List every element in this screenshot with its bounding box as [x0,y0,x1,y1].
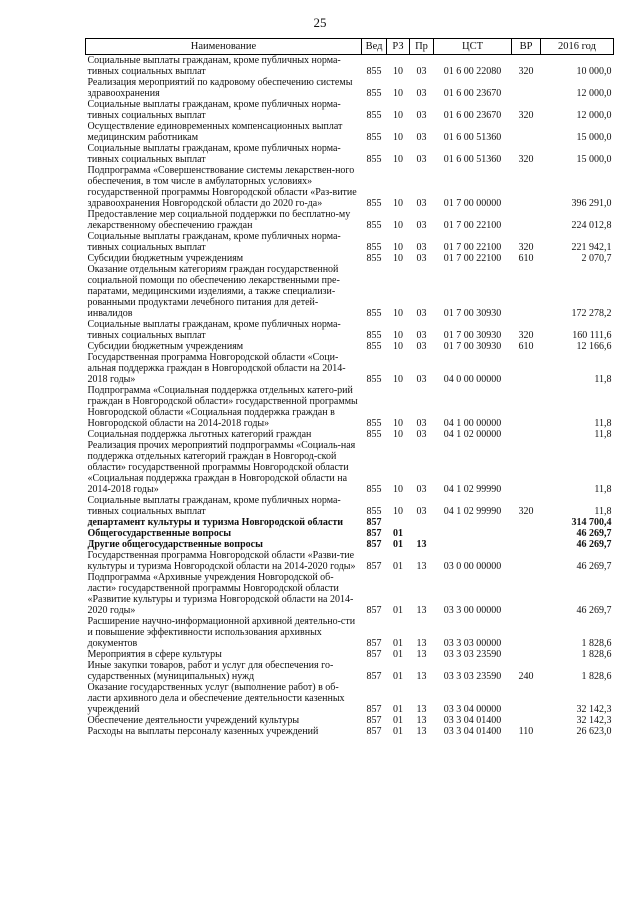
table-row [86,429,614,440]
row-ved: 855 [366,154,382,165]
row-cst: 03 3 04 01400 [443,726,502,737]
row-cst: 03 3 04 01400 [443,715,502,726]
row-rz: 10 [393,506,403,517]
row-pr: 03 [416,242,427,253]
row-name: Социальные выплаты гражданам, кроме публичных норма-тивных социальных выплат [87,495,341,517]
row-vr [512,264,541,319]
row-name: Социальная поддержка льготных категорий граждан [87,429,312,440]
row-rz: 10 [393,484,403,495]
row-vr: 110 [518,726,534,737]
row-vr [512,429,541,440]
row-name: Расходы на выплаты персоналу казенных учреждений [87,726,319,737]
table-row [86,319,614,341]
row-amount: 1 828,6 [581,649,612,660]
row-amount: 46 269,7 [576,561,612,572]
row-rz: 10 [393,418,403,429]
row-vr [512,77,541,99]
row-rz: 01 [393,704,403,715]
budget-table [85,38,614,737]
row-name: Предоставление мер социальной поддержки по бесплатно-му лекарственному обеспечению граждан [87,209,351,231]
row-rz: 01 [393,539,403,550]
row-vr [512,352,541,385]
row-name: Обеспечение деятельности учреждений культуры [87,715,300,726]
row-name: Государственная программа Новгородской области «Соци-альная поддержка граждан в Новгородской области на 2014-2018 годы» [87,352,346,385]
row-vr [512,165,541,209]
row-amount: 46 269,7 [576,539,612,550]
row-rz: 10 [393,132,403,143]
row-cst: 03 0 00 00000 [443,561,502,572]
row-pr: 03 [416,484,427,495]
row-pr: 03 [416,374,427,385]
row-pr: 03 [416,220,427,231]
row-ved: 855 [366,220,382,231]
row-rz: 10 [393,110,403,121]
table-row [86,231,614,253]
row-amount: 172 278,2 [571,308,612,319]
row-ved: 855 [366,242,382,253]
row-amount: 396 291,0 [571,198,612,209]
row-vr [512,440,541,495]
row-cst: 01 7 00 22100 [443,242,502,253]
table-row [86,649,614,660]
table-row [86,99,614,121]
row-rz: 10 [393,330,403,341]
row-pr: 03 [416,506,427,517]
table-row [86,55,614,78]
row-vr [512,616,541,649]
row-ved: 857 [366,528,382,539]
row-amount: 15 000,0 [576,154,612,165]
row-ved: 855 [366,330,382,341]
row-name: Оказание государственных услуг (выполнение работ) в об-ласти архивного дела и обеспечение деятельности казенных учреждений [87,682,345,715]
row-name: Субсидии бюджетным учреждениям [87,253,244,264]
row-ved: 855 [366,506,382,517]
row-name: Оказание отдельным категориям граждан государственной социальной помощи по обеспечению лекарственными пре-паратами, медицинскими изделиями, а также специализи-рованными продуктами лечебного питания для детей-инвалидов [87,264,340,319]
row-rz: 10 [393,66,403,77]
row-pr: 03 [416,341,427,352]
row-pr: 13 [416,539,427,550]
row-vr: 610 [518,341,534,352]
table-row [86,121,614,143]
table-row [86,616,614,649]
row-rz: 10 [393,198,403,209]
row-vr: 320 [518,66,534,77]
row-amount: 11,8 [594,418,612,429]
row-pr: 03 [416,88,427,99]
row-rz: 01 [393,715,403,726]
row-cst: 01 6 00 22080 [443,66,502,77]
row-ved: 855 [366,418,382,429]
table-row [86,253,614,264]
row-name: Иные закупки товаров, работ и услуг для обеспечения го-сударственных (муниципальных) нужд [87,660,334,682]
row-amount: 12 000,0 [576,110,612,121]
table-row [86,77,614,99]
row-cst: 03 3 03 00000 [443,638,502,649]
row-name: Субсидии бюджетным учреждениям [87,341,244,352]
row-cst: 04 1 02 00000 [443,429,502,440]
row-amount: 11,8 [594,374,612,385]
row-amount: 2 070,7 [581,253,612,264]
row-pr: 03 [416,132,427,143]
row-vr [512,528,541,539]
row-rz: 01 [393,561,403,572]
row-name: Реализация мероприятий по кадровому обеспечению системы здравоохранения [87,77,353,99]
row-cst: 04 1 02 99990 [443,484,502,495]
row-pr: 03 [416,418,427,429]
table-row [86,264,614,319]
row-ved: 855 [366,88,382,99]
row-cst: 01 6 00 23670 [443,110,502,121]
row-vr [512,550,541,572]
row-ved: 855 [366,198,382,209]
row-vr [512,572,541,616]
row-name: Социальные выплаты гражданам, кроме публичных норма-тивных социальных выплат [87,99,341,121]
row-ved: 857 [366,539,382,550]
table-row [86,209,614,231]
row-cst: 01 6 00 51360 [443,154,502,165]
table-row [86,165,614,209]
header-cst: ЦСТ [434,39,512,55]
row-ved: 857 [366,649,382,660]
row-pr: 13 [416,605,427,616]
row-cst: 04 1 00 00000 [443,418,502,429]
row-name: Социальные выплаты гражданам, кроме публичных норма-тивных социальных выплат [87,231,341,253]
table-row [86,143,614,165]
row-ved: 855 [366,110,382,121]
table-row [86,550,614,572]
row-vr: 320 [518,330,534,341]
row-name: Подпрограмма «Архивные учреждения Новгородской об-ласти» государственной программы Новгородской области «Развитие культуры и туризма Новгородской области на 2014-2020 годы» [87,572,354,616]
row-amount: 11,8 [594,506,612,517]
row-ved: 855 [366,429,382,440]
row-vr: 320 [518,154,534,165]
row-amount: 32 142,3 [576,715,612,726]
row-cst [434,517,512,528]
row-ved: 855 [366,66,382,77]
header-year: 2016 год [541,39,614,55]
row-name: Общегосударственные вопросы [87,528,232,539]
row-rz: 01 [393,649,403,660]
table-row [86,539,614,550]
row-rz [387,517,410,528]
row-rz: 01 [393,671,403,682]
row-rz: 10 [393,308,403,319]
header-ved: Вед [362,39,387,55]
table-row [86,572,614,616]
row-cst: 01 7 00 22100 [443,253,502,264]
row-vr: 320 [518,110,534,121]
row-vr [512,682,541,715]
row-rz: 10 [393,341,403,352]
row-amount: 224 012,8 [571,220,612,231]
row-vr [512,539,541,550]
row-rz: 10 [393,220,403,231]
table-row [86,682,614,715]
row-pr: 03 [416,66,427,77]
row-name: Подпрограмма «Совершенствование системы лекарствен-ного обеспечения, в том числе в амбулаторных условиях» государственной программы Новгородской области «Раз-витие здравоохранения Новгородской области до 2020 го-да» [87,165,357,209]
row-vr [512,385,541,429]
row-amount: 160 111,6 [572,330,612,341]
row-name: Осуществление единовременных компенсационных выплат медицинским работникам [87,121,343,143]
row-amount: 1 828,6 [581,671,612,682]
row-amount: 221 942,1 [571,242,612,253]
row-cst [434,539,512,550]
row-amount: 10 000,0 [576,66,612,77]
row-amount: 26 623,0 [576,726,612,737]
row-ved: 855 [366,132,382,143]
row-name: Социальные выплаты гражданам, кроме публичных норма-тивных социальных выплат [87,55,341,77]
row-amount: 46 269,7 [576,528,612,539]
row-pr [410,528,434,539]
row-pr: 13 [416,561,427,572]
row-vr: 240 [518,671,534,682]
row-rz: 10 [393,154,403,165]
row-rz: 01 [393,528,403,539]
row-cst: 01 6 00 23670 [443,88,502,99]
header-name: Наименование [86,39,362,55]
row-pr: 03 [416,198,427,209]
row-name: Расширение научно-информационной архивной деятельно-сти и повышение эффективности использования архивных документов [87,616,356,649]
table-row [86,726,614,737]
page-number: 25 [313,15,327,30]
row-rz: 10 [393,253,403,264]
row-cst: 03 3 03 23590 [443,671,502,682]
row-amount: 12 000,0 [576,88,612,99]
table-row [86,528,614,539]
row-vr [512,209,541,231]
row-amount: 32 142,3 [576,704,612,715]
row-rz: 10 [393,429,403,440]
row-pr: 13 [416,704,427,715]
row-ved: 857 [366,704,382,715]
row-pr: 13 [416,726,427,737]
table-row [86,341,614,352]
row-pr: 13 [416,715,427,726]
row-pr: 03 [416,110,427,121]
row-vr [512,517,541,528]
row-amount: 314 700,4 [571,517,612,528]
row-vr [512,715,541,726]
row-vr [512,649,541,660]
row-rz: 01 [393,605,403,616]
row-rz: 10 [393,242,403,253]
row-rz: 01 [393,726,403,737]
row-name: Государственная программа Новгородской области «Разви-тие культуры и туризма Новгородской области на 2014-2020 годы» [87,550,356,572]
row-ved: 857 [366,517,382,528]
row-cst: 01 7 00 30930 [443,330,502,341]
row-cst: 03 3 04 00000 [443,704,502,715]
row-cst: 01 7 00 00000 [443,198,502,209]
row-name: Другие общегосударственные вопросы [87,539,263,550]
row-pr: 03 [416,253,427,264]
row-rz: 10 [393,88,403,99]
row-pr: 03 [416,308,427,319]
row-ved: 857 [366,638,382,649]
row-name: Подпрограмма «Социальная поддержка отдельных катего-рий граждан в Новгородской области» государственной программы Новгородской области «Социальная поддержка граждан в Новгородской области на 2014-2018 годы» [87,385,358,429]
row-ved: 855 [366,341,382,352]
header-pr: Пр [410,39,434,55]
table-body [86,55,614,738]
row-rz: 01 [393,638,403,649]
row-ved: 857 [366,715,382,726]
row-ved: 857 [366,605,382,616]
row-rz: 10 [393,374,403,385]
row-name: Реализация прочих мероприятий подпрограммы «Социаль-ная поддержка отдельных категорий граждан в Новгород-ской области» государственной программы Новгородской области «Социальная поддержка граждан в Новгородской области на 2014-2018 годы» [87,440,356,495]
row-ved: 855 [366,253,382,264]
row-pr: 13 [416,638,427,649]
table-row [86,660,614,682]
table-row [86,715,614,726]
row-pr: 13 [416,649,427,660]
row-amount: 12 166,6 [576,341,612,352]
header-vr: ВР [512,39,541,55]
row-cst: 04 0 00 00000 [443,374,502,385]
row-vr: 320 [518,242,534,253]
table-row [86,517,614,528]
row-vr: 320 [518,506,534,517]
row-ved: 857 [366,671,382,682]
row-pr: 13 [416,671,427,682]
table-header-row [86,39,614,55]
row-amount: 11,8 [594,429,612,440]
table-row [86,440,614,495]
row-cst: 01 6 00 51360 [443,132,502,143]
row-cst [434,528,512,539]
table-row [86,385,614,429]
row-cst: 01 7 00 22100 [443,220,502,231]
row-amount: 11,8 [594,484,612,495]
row-cst: 03 3 03 23590 [443,649,502,660]
row-vr: 610 [518,253,534,264]
row-name: Социальные выплаты гражданам, кроме публичных норма-тивных социальных выплат [87,143,341,165]
row-name: Мероприятия в сфере культуры [87,649,222,660]
row-pr: 03 [416,154,427,165]
row-name: департамент культуры и туризма Новгородской области [87,517,344,528]
row-amount: 1 828,6 [581,638,612,649]
row-cst: 01 7 00 30930 [443,308,502,319]
table-row [86,352,614,385]
table-row [86,495,614,517]
row-ved: 857 [366,561,382,572]
row-pr: 03 [416,429,427,440]
row-cst: 01 7 00 30930 [443,341,502,352]
row-amount: 46 269,7 [576,605,612,616]
row-cst: 03 3 00 00000 [443,605,502,616]
row-amount: 15 000,0 [576,132,612,143]
row-pr [410,517,434,528]
row-name: Социальные выплаты гражданам, кроме публичных норма-тивных социальных выплат [87,319,341,341]
row-pr: 03 [416,330,427,341]
header-rz: РЗ [387,39,410,55]
row-ved: 855 [366,484,382,495]
row-ved: 855 [366,374,382,385]
row-cst: 04 1 02 99990 [443,506,502,517]
row-ved: 855 [366,308,382,319]
row-ved: 857 [366,726,382,737]
row-vr [512,121,541,143]
